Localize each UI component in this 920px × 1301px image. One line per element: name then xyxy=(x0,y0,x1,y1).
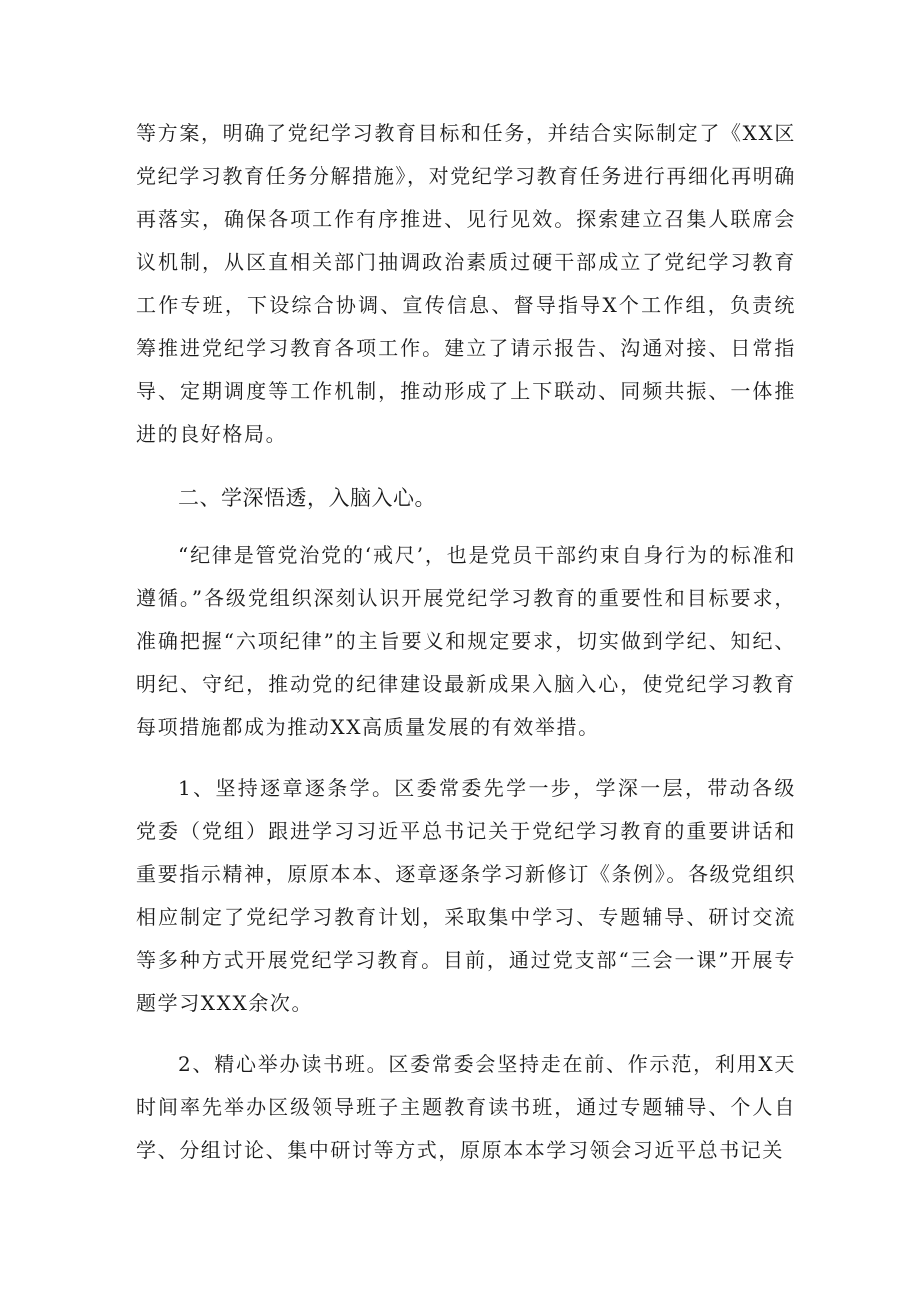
paragraph-item-1: 1、坚持逐章逐条学。区委常委先学一步，学深一层，带动各级党委（党组）跟进学习习近平总书记关于党纪学习教育的重要讲话和重要指示精神，原原本本、逐章逐条学习新修订《条例》。各级党组织相应制定了党纪学习教育计划，采取集中学习、专题辅导、研讨交流等多种方式开展党纪学习教育。目前，通过党支部“三会一课”开展专题学习XXX余次。 xyxy=(136,776,796,1015)
paragraph-discipline-study: “纪律是管党治党的‘戒尺’，也是党员干部约束自身行为的标准和遵循。”各级党组织深刻认识开展党纪学习教育的重要性和目标要求，准确把握“六项纪律”的主旨要义和规定要求，切实做到学纪、知纪、明纪、守纪，推动党的纪律建设最新成果入脑入心，使党纪学习教育每项措施都成为推动XX高质量发展的有效举措。 xyxy=(136,543,796,739)
section-heading-2: 二、学深悟透，入脑入心。 xyxy=(178,486,436,510)
paragraph-work-mechanism: 等方案，明确了党纪学习教育目标和任务，并结合实际制定了《XX区党纪学习教育任务分解措施》，对党纪学习教育任务进行再细化再明确再落实，确保各项工作有序推进、见行见效。探索建立召集人联席会议机制，从区直相关部门抽调政治素质过硬干部成立了党纪学习教育工作专班，下设综合协调、宣传信息、督导指导X个工作组，负责统筹推进党纪学习教育各项工作。建立了请示报告、沟通对接、日常指导、定期调度等工作机制，推动形成了上下联动、同频共振、一体推进的良好格局。 xyxy=(136,121,796,446)
paragraph-item-2: 2、精心举办读书班。区委常委会坚持走在前、作示范，利用X天时间率先举办区级领导班子主题教育读书班，通过专题辅导、个人自学、分组讨论、集中研讨等方式，原原本本学习领会习近平总书记关 xyxy=(136,1052,796,1162)
document-body xyxy=(136,112,796,1172)
